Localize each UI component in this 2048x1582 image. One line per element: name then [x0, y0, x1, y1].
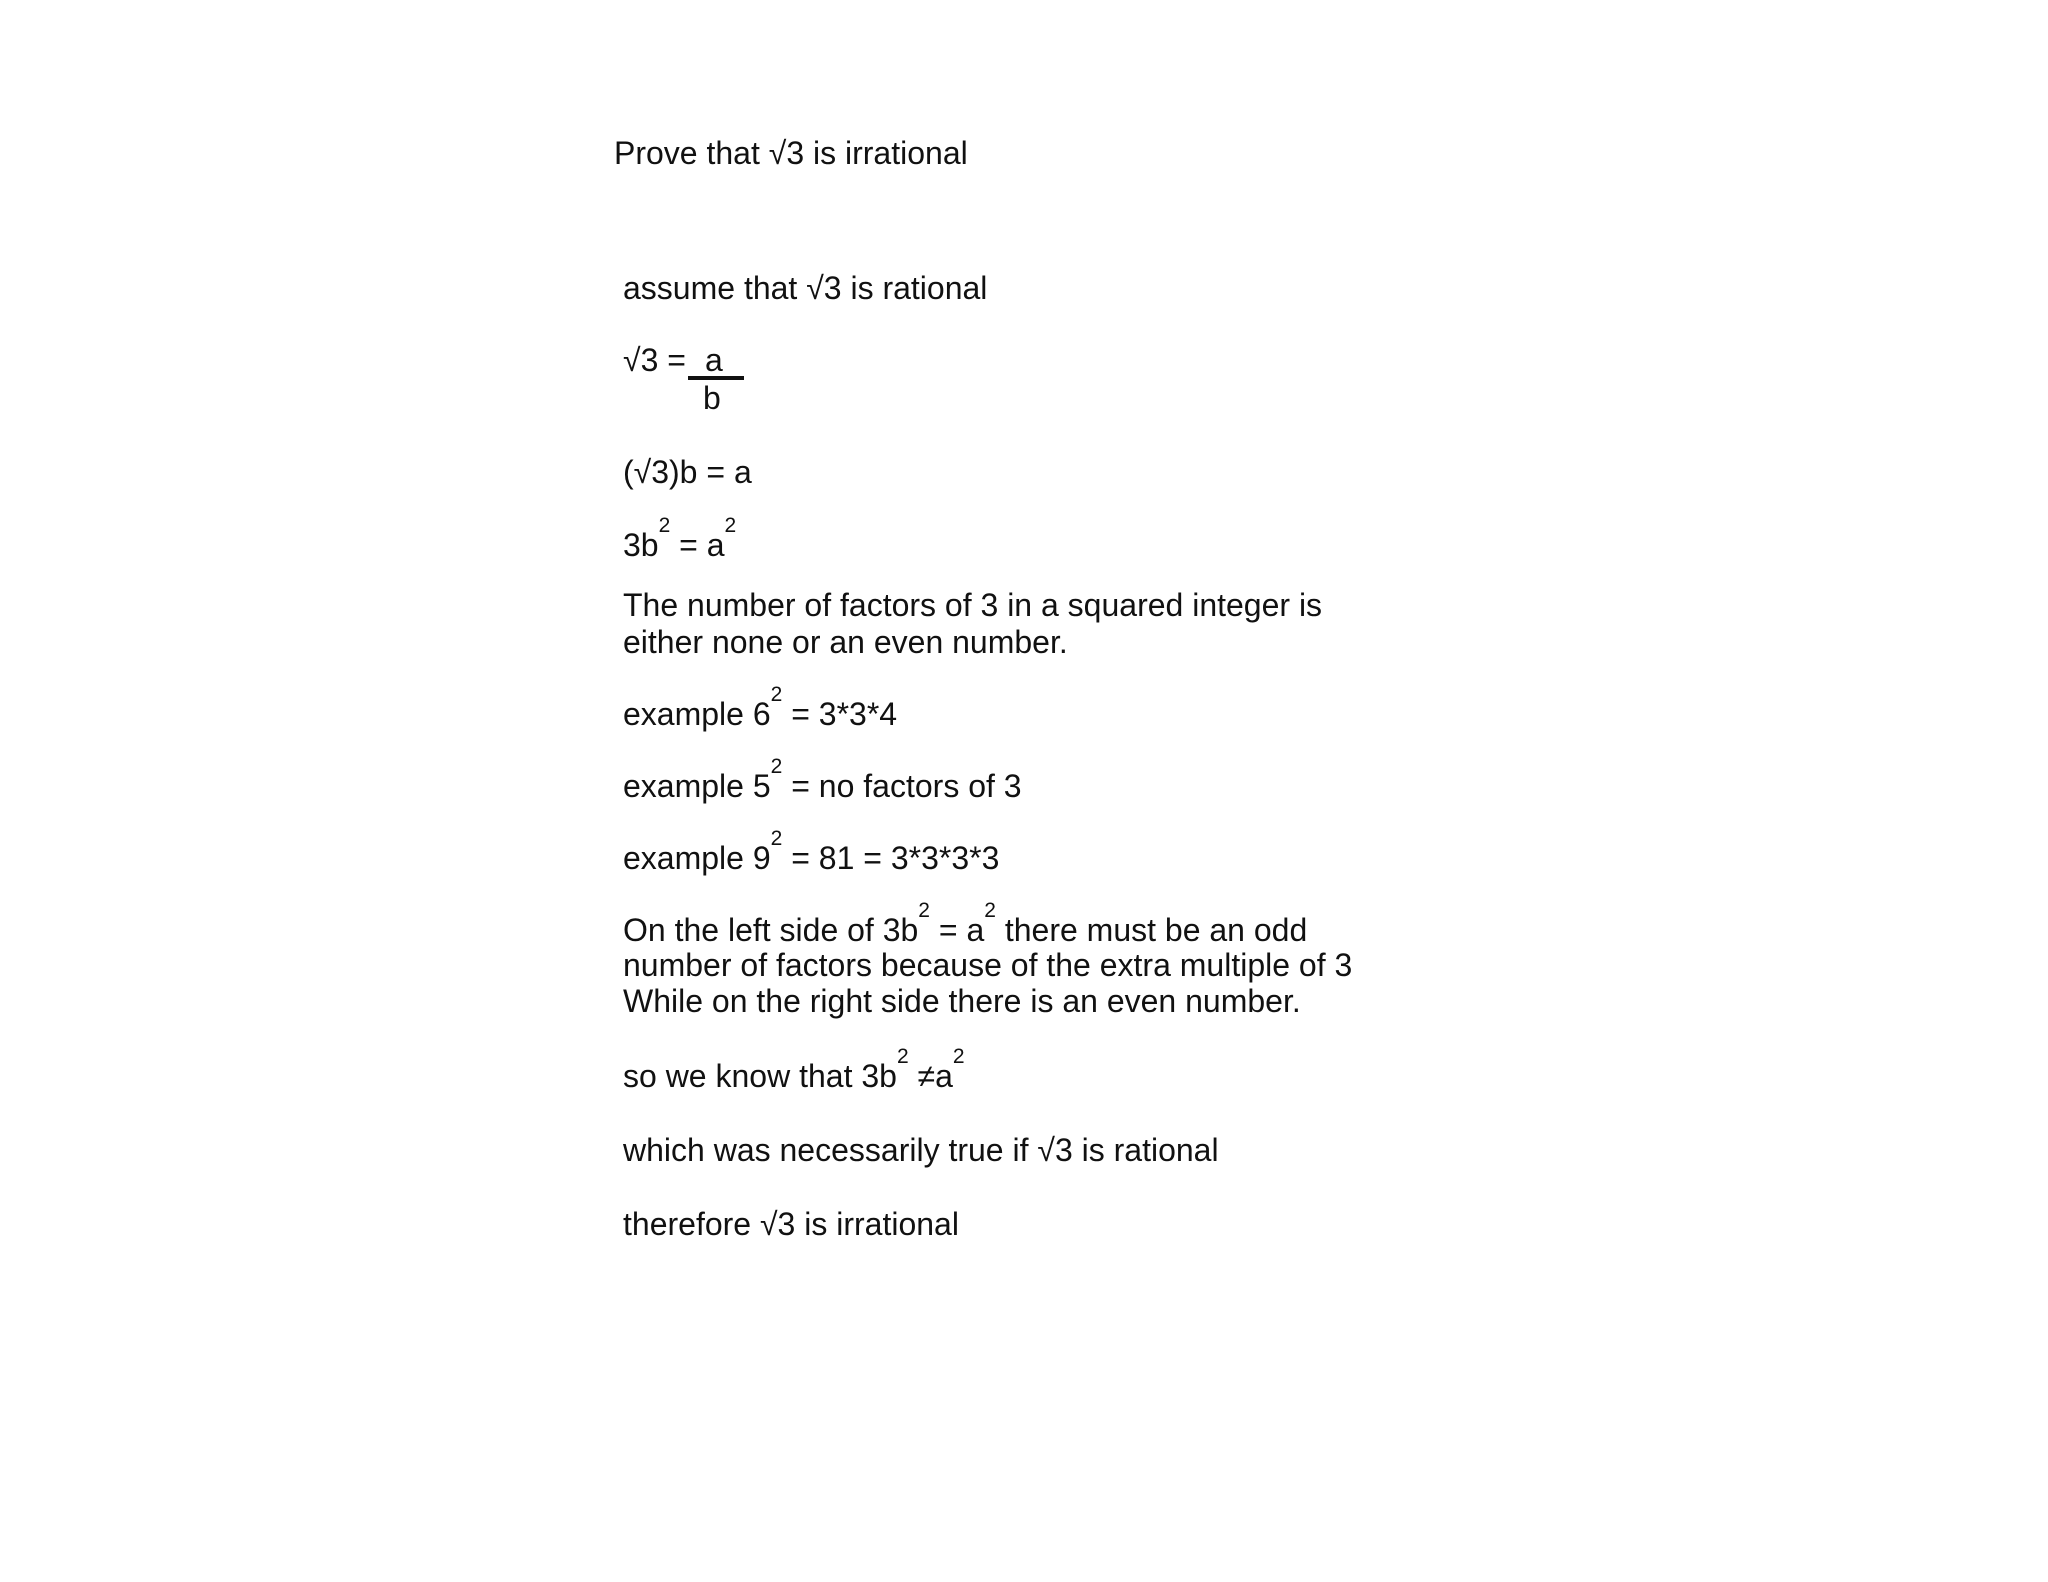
example-line: [623, 827, 1000, 882]
not-equal-symbol: ≠: [908, 1058, 936, 1094]
necessity-text-after: 3 is rational: [1054, 1132, 1219, 1168]
square-root-symbol: √: [633, 454, 652, 490]
squared-equation: [623, 514, 737, 569]
argument-text-c: there must be an odd: [995, 912, 1308, 948]
fraction-lhs: 3 =: [640, 342, 686, 378]
exponent: 2: [984, 899, 996, 922]
example-line: [623, 683, 898, 738]
fraction-denominator: b: [703, 380, 721, 416]
fraction-numerator: a: [705, 342, 723, 378]
exponent: 2: [658, 514, 671, 537]
title-text-before: Prove that: [614, 135, 769, 171]
argument-line-3: While on the right side there is an even number.: [623, 983, 1301, 1019]
multiplied-equation: [623, 453, 752, 491]
square-root-symbol: √: [1037, 1132, 1055, 1168]
example-line: [623, 755, 1022, 810]
exponent: 2: [896, 1045, 909, 1068]
statement-line-1: The number of factors of 3 in a squared integer is: [623, 587, 1323, 623]
square-root-symbol: √: [623, 342, 641, 378]
statement-line-2: either none or an even number.: [623, 624, 1068, 660]
example-rest: = 81 = 3*3*3*3: [782, 840, 1000, 876]
fraction-equation: [623, 341, 686, 379]
exponent: 2: [724, 514, 737, 537]
example-prefix: example 6: [623, 696, 771, 732]
therefore-text-before: therefore: [623, 1206, 760, 1242]
exponent: 2: [770, 755, 783, 778]
square-root-symbol: √: [759, 1206, 778, 1242]
exponent: 2: [918, 899, 930, 922]
multiplied-rest: 3)b = a: [651, 454, 752, 490]
inequality-line: [623, 1045, 965, 1100]
squared-lhs: 3b: [623, 527, 659, 563]
proof-title: [614, 134, 968, 172]
therefore-line: [623, 1205, 959, 1243]
necessity-text-before: which was necessarily true if: [623, 1132, 1038, 1168]
inequality-rhs: a: [935, 1058, 953, 1094]
argument-line-2: number of factors because of the extra multiple of 3: [623, 947, 1353, 983]
square-root-symbol: √: [806, 270, 824, 306]
exponent: 2: [952, 1045, 965, 1068]
open-paren: (: [623, 454, 634, 490]
assumption-line: [623, 269, 987, 307]
square-root-symbol: √: [768, 135, 787, 171]
example-rest: = 3*3*4: [782, 696, 898, 732]
example-prefix: example 9: [623, 840, 771, 876]
therefore-text-after: 3 is irrational: [777, 1206, 959, 1242]
squared-mid: = a: [670, 527, 725, 563]
example-rest: = no factors of 3: [782, 768, 1022, 804]
inequality-prefix: so we know that 3b: [623, 1058, 897, 1094]
necessity-line: [623, 1131, 1219, 1169]
argument-text-a: On the left side of 3b: [623, 912, 919, 948]
assume-text-before: assume that: [623, 270, 807, 306]
argument-text-b: = a: [929, 912, 985, 948]
example-prefix: example 5: [623, 768, 771, 804]
exponent: 2: [770, 827, 783, 850]
assume-text-after: 3 is rational: [823, 270, 988, 306]
title-text-after: 3 is irrational: [786, 135, 968, 171]
exponent: 2: [770, 683, 783, 706]
